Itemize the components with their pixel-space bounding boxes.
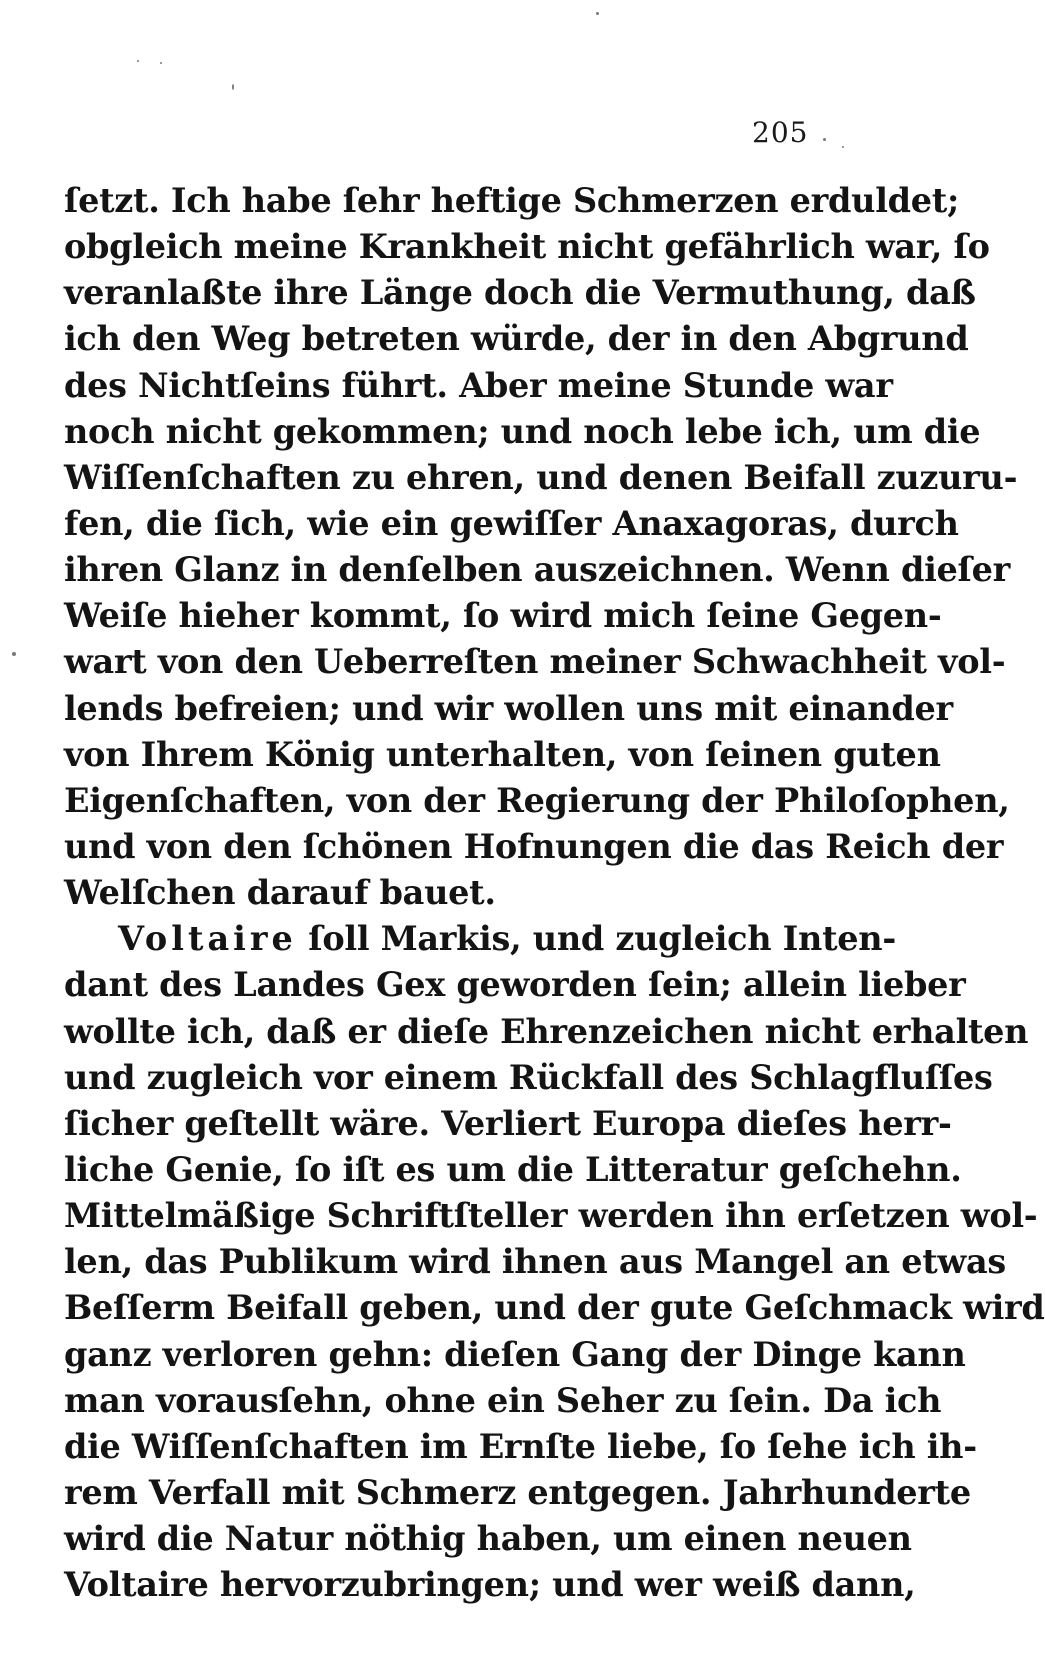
text-line: ſicher geſtellt wäre. Verliert Europa dieſes herr- bbox=[64, 1103, 952, 1143]
text-line: noch nicht gekommen; und noch lebe ich, um die bbox=[64, 411, 981, 451]
text-line: die Wiſſenſchaften im Ernſte liebe, ſo ſehe ich ih- bbox=[64, 1426, 977, 1466]
text-line: Eigenſchaften, von der Regierung der Philoſophen, bbox=[64, 780, 1010, 820]
text-line: und von den ſchönen Hofnungen die das Reich der bbox=[64, 826, 1004, 866]
text-line: ſetzt. Ich habe ſehr heftige Schmerzen erduldet; bbox=[64, 181, 960, 220]
text-line: ganz verloren gehn: dieſen Gang der Dinge kann bbox=[64, 1334, 966, 1374]
text-line: wollte ich, daß er dieſe Ehrenzeichen nicht erhalten bbox=[64, 1011, 1029, 1051]
text-line: des Nichtſeins führt. Aber meine Stunde war bbox=[64, 365, 893, 405]
text-line: ich den Weg betreten würde, der in den Abgrund bbox=[64, 319, 969, 359]
paragraph-start-line bbox=[64, 916, 896, 962]
text-line: man vorausſehn, ohne ein Seher zu ſein. Da ich bbox=[64, 1380, 942, 1420]
text-line: Weiſe hieher kommt, ſo wird mich ſeine Gegen- bbox=[64, 596, 942, 636]
text-line: wird die Natur nöthig haben, um einen neuen bbox=[64, 1519, 912, 1559]
body-text bbox=[64, 178, 1045, 1608]
line-remainder: ſoll Markis, und zugleich Inten- bbox=[308, 919, 896, 959]
text-line: von Ihrem König unterhalten, von ſeinen guten bbox=[64, 734, 941, 774]
text-line: rem Verfall mit Schmerz entgegen. Jahrhunderte bbox=[64, 1472, 971, 1512]
text-line: Welſchen darauf bauet. bbox=[64, 873, 496, 913]
text-line: und zugleich vor einem Rückfall des Schlagfluſſes bbox=[64, 1057, 993, 1097]
text-line: fen, die ſich, wie ein gewiſſer Anaxagoras, durch bbox=[64, 503, 959, 543]
text-line: Beſſerm Beifall geben, und der gute Geſchmack wird bbox=[64, 1288, 1045, 1328]
text-line: Wiſſenſchaften zu ehren, und denen Beifall zuzuru- bbox=[64, 457, 1018, 497]
text-line: liche Genie, ſo iſt es um die Litteratur geſchehn. bbox=[64, 1149, 962, 1189]
text-line: lends befreien; und wir wollen uns mit einander bbox=[64, 688, 953, 728]
page-number: 205 bbox=[752, 116, 809, 149]
text-line: obgleich meine Krankheit nicht gefährlich war, ſo bbox=[64, 227, 990, 267]
text-line: dant des Landes Gex geworden ſein; allein lieber bbox=[64, 965, 966, 1005]
text-line: Voltaire hervorzubringen; und wer weiß dann, bbox=[64, 1565, 916, 1605]
spaced-name: Voltaire bbox=[118, 919, 297, 959]
text-line: Mittelmäßige Schriftſteller werden ihn erſetzen wol- bbox=[64, 1196, 1038, 1236]
text-line: veranlaßte ihre Länge doch die Vermuthung, daß bbox=[64, 273, 976, 313]
text-line: wart von den Ueberreſten meiner Schwachheit vol- bbox=[64, 642, 1006, 682]
text-line: ihren Glanz in denſelben auszeichnen. Wenn dieſer bbox=[64, 550, 1011, 590]
text-line: len, das Publikum wird ihnen aus Mangel an etwas bbox=[64, 1242, 1006, 1282]
